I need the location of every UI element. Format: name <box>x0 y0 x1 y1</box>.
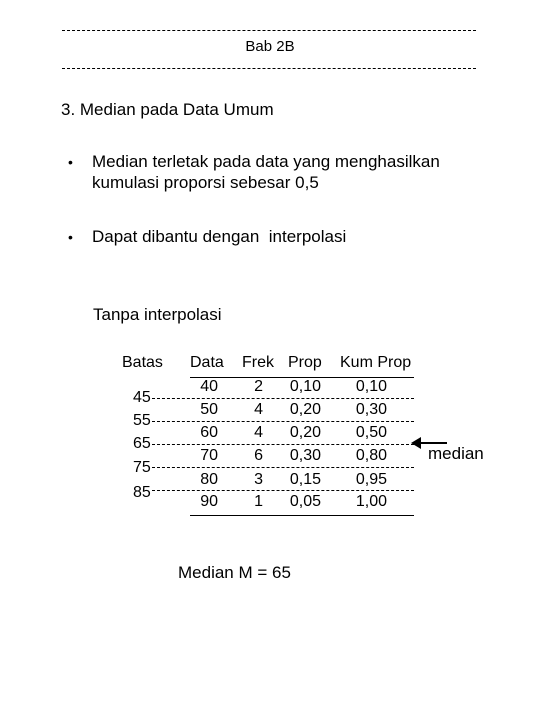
bullet-line: kumulasi proporsi sebesar 0,5 <box>92 173 319 192</box>
boundary-line <box>152 490 414 491</box>
chapter-label: Bab 2B <box>245 38 295 55</box>
boundary-line <box>152 421 414 422</box>
boundary-line <box>152 444 414 445</box>
frek-cell: 4 <box>254 424 263 441</box>
column-header-prop: Prop <box>288 354 322 371</box>
frek-cell: 2 <box>254 378 263 395</box>
prop-cell: 0,20 <box>289 401 321 418</box>
median-label: median <box>428 444 484 463</box>
batas-value: 55 <box>133 412 151 429</box>
column-header-data: Data <box>190 354 224 371</box>
batas-value: 65 <box>133 435 151 452</box>
bullet-text <box>92 151 440 193</box>
kum-prop-cell: 1,00 <box>355 493 387 510</box>
boundary-line <box>152 398 414 399</box>
header-divider <box>62 68 476 69</box>
prop-cell: 0,10 <box>289 378 321 395</box>
data-cell: 40 <box>200 378 218 395</box>
section-title: 3. Median pada Data Umum <box>61 100 274 119</box>
data-cell: 50 <box>200 401 218 418</box>
kum-prop-cell: 0,50 <box>355 424 387 441</box>
kum-prop-cell: 0,80 <box>355 447 387 464</box>
kum-prop-cell: 0,95 <box>355 471 387 488</box>
subheading: Tanpa interpolasi <box>93 305 222 324</box>
kum-prop-cell: 0,10 <box>355 378 387 395</box>
batas-value: 75 <box>133 459 151 476</box>
prop-cell: 0,20 <box>289 424 321 441</box>
data-cell: 60 <box>200 424 218 441</box>
data-cell: 80 <box>200 471 218 488</box>
frek-cell: 4 <box>254 401 263 418</box>
frek-cell: 1 <box>254 493 263 510</box>
bullet-line: Median terletak pada data yang menghasilkan <box>92 152 440 171</box>
batas-value: 45 <box>133 389 151 406</box>
column-header-kum-prop: Kum Prop <box>340 354 412 371</box>
prop-cell: 0,15 <box>289 471 321 488</box>
table-top-rule <box>190 377 414 378</box>
bullet-marker: • <box>68 229 73 245</box>
bullet-line: Dapat dibantu dengan interpolasi <box>92 227 347 246</box>
batas-header: Batas <box>122 354 163 371</box>
batas-value: 85 <box>133 484 151 501</box>
table-bottom-rule <box>190 515 414 516</box>
top-divider <box>62 30 476 31</box>
median-result: Median M = 65 <box>178 563 291 582</box>
boundary-line <box>152 467 414 468</box>
data-cell: 90 <box>200 493 218 510</box>
bullet-text <box>92 226 346 247</box>
frek-cell: 6 <box>254 447 263 464</box>
data-cell: 70 <box>200 447 218 464</box>
kum-prop-cell: 0,30 <box>355 401 387 418</box>
frek-cell: 3 <box>254 471 263 488</box>
prop-cell: 0,30 <box>289 447 321 464</box>
prop-cell: 0,05 <box>289 493 321 510</box>
column-header-frek: Frek <box>242 354 274 371</box>
bullet-marker: • <box>68 154 73 170</box>
